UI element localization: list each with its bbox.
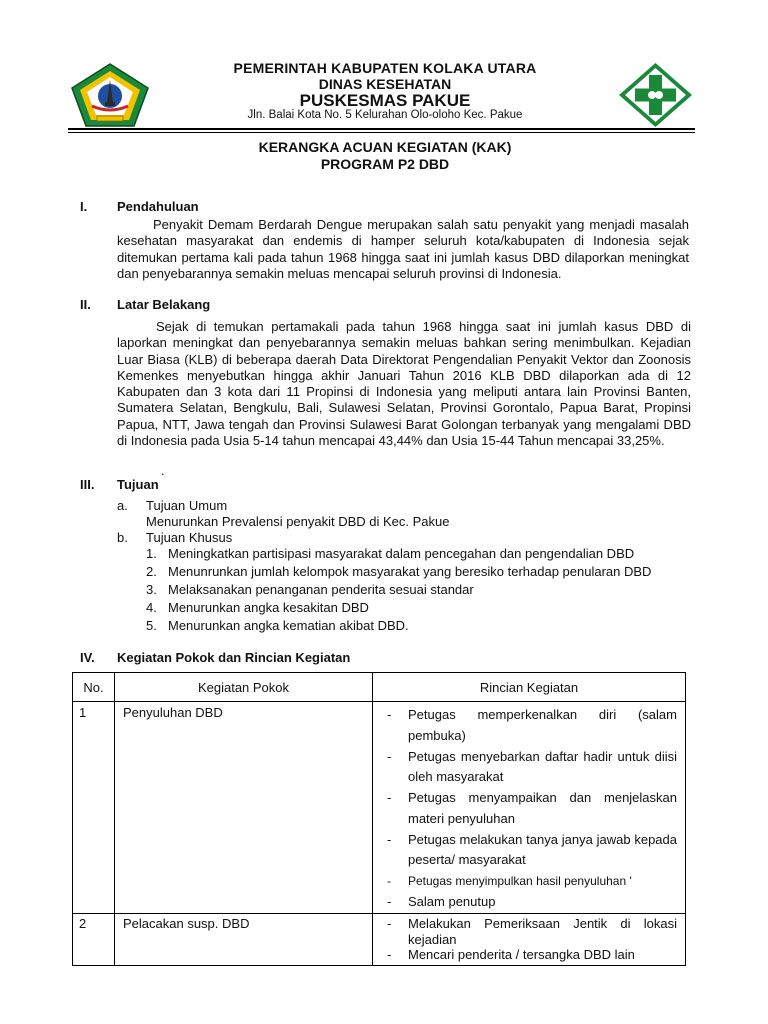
list-item: - Salam penutup (381, 892, 677, 913)
section-4-number: IV. (80, 650, 95, 665)
rincian-list (381, 705, 677, 913)
row-kegiatan: Penyuluhan DBD (115, 702, 373, 914)
list-item: - Petugas melakukan tanya janya jawab kepada peserta/ masyarakat (381, 830, 677, 871)
column-header-kegiatan: Kegiatan Pokok (115, 673, 373, 702)
goal-item-text: Melaksanakan penanganan penderita sesuai standar (168, 582, 474, 597)
goal-item-text: Menunrunkan jumlah kelompok masyarakat yang beresiko terhadap penularan DBD (168, 564, 652, 579)
row-number: 2 (73, 914, 115, 966)
document-title: KERANGKA ACUAN KEGIATAN (KAK) (258, 139, 512, 155)
row-rincian (373, 702, 686, 914)
row-number: 1 (73, 702, 115, 914)
header-address: Jln. Balai Kota No. 5 Kelurahan Olo-oloho Kec. Pakue (247, 109, 523, 121)
section-3-title: Tujuan (117, 477, 159, 492)
section-1-number: I. (80, 199, 88, 214)
goal-a-title: Tujuan Umum (146, 498, 228, 513)
list-item: - Petugas menyebarkan daftar hadir untuk diisi oleh masyarakat (381, 747, 677, 788)
column-header-no: No. (73, 673, 115, 702)
section-3-number: III. (80, 477, 95, 492)
activities-table (72, 672, 686, 966)
regency-crest-icon (70, 62, 150, 128)
list-item: - Mencari penderita / tersangka DBD lain (381, 947, 677, 963)
row-rincian (373, 914, 686, 966)
goal-item-number: 3. (146, 582, 157, 597)
goal-b-label: b. (117, 530, 128, 545)
goal-item-text: Meningkatkan partisipasi masyarakat dalam pencegahan dan pengendalian DBD (168, 546, 635, 561)
header-government: PEMERINTAH KABUPATEN KOLAKA UTARA (233, 60, 537, 76)
section-1-paragraph: Penyakit Demam Berdarah Dengue merupakan salah satu penyakit yang menjadi masalah kesehatan masyarakat dan endemis di hamper seluruh kota/kabupaten di Indonesia sejak ditemukan pertama kali pada tahun 1968 hingga saat ini jumlah kasus DBD dilaporkan meningkat dan penyebarannya semakin meluas mencapai seluruh provinsi di Indonesia. (117, 217, 689, 281)
goal-item-text: Menurunkan angka kematian akibat DBD. (168, 618, 409, 633)
row-kegiatan: Pelacakan susp. DBD (115, 914, 373, 966)
list-item: - Petugas memperkenalkan diri (salam pembuka) (381, 705, 677, 746)
goal-a-label: a. (117, 498, 128, 513)
goal-item-number: 1. (146, 546, 157, 561)
goal-item-number: 4. (146, 600, 157, 615)
goal-item-number: 5. (146, 618, 157, 633)
section-2-trailing-dot: . (161, 463, 165, 478)
header-rule-thin (68, 132, 695, 133)
list-item: - Melakukan Pemeriksaan Jentik di lokasi kejadian (381, 916, 677, 947)
list-item: - Petugas menyimpulkan hasil penyuluhan ' (381, 871, 677, 892)
table-header-row (73, 673, 686, 702)
goal-b-title: Tujuan Khusus (146, 530, 233, 545)
section-2-paragraph: Sejak di temukan pertamakali pada tahun 1968 hingga saat ini jumlah kasus DBD di laporkan meningkat dan penyebarannya semakin meluas bahkan sering menimbulkan. Kejadian Luar Biasa (KLB) di beberapa daerah Data Direktorat Pengendalian Penyakit Vektor dan Zoonosis Kemenkes menyebutkan hingga akhir Januari Tahun 2016 KLB DBD dilaporkan ada di 12 Kabupaten dan 3 kota dari 11 Propinsi di Indonesia yang meliputi antara lain Provinsi Banten, Sumatera Selatan, Bengkulu, Bali, Sulawesi Selatan, Provinsi Gorontalo, Papua Barat, Propinsi Papua, NTT, Jawa tengah dan Provinsi Sulawesi Barat Golongan terbanyak yang mengalami DBD di Indonesia pada Usia 5-14 tahun mencapai 43,44% dan Usia 15-44 Tahun mencapai 33,25%. (117, 319, 691, 449)
section-4-title: Kegiatan Pokok dan Rincian Kegiatan (117, 650, 351, 665)
document-subtitle: PROGRAM P2 DBD (320, 156, 450, 172)
goal-item-text: Menurunkan angka kesakitan DBD (168, 600, 369, 615)
rincian-list (381, 916, 677, 963)
column-header-rincian: Rincian Kegiatan (373, 673, 686, 702)
header-rule-thick (68, 128, 695, 130)
section-2-title: Latar Belakang (117, 297, 211, 312)
goal-a-text: Menurunkan Prevalensi penyakit DBD di Kec. Pakue (146, 514, 450, 529)
section-1-title: Pendahuluan (117, 199, 199, 214)
list-item: - Petugas menyampaikan dan menjelaskan materi penyuluhan (381, 788, 677, 829)
section-2-number: II. (80, 297, 91, 312)
table-row (73, 702, 686, 914)
header-puskesmas: PUSKESMAS PAKUE (299, 91, 471, 110)
header-department: DINAS KESEHATAN (318, 76, 452, 92)
goal-item-number: 2. (146, 564, 157, 579)
puskesmas-cross-icon (618, 62, 693, 128)
table-row (73, 914, 686, 966)
